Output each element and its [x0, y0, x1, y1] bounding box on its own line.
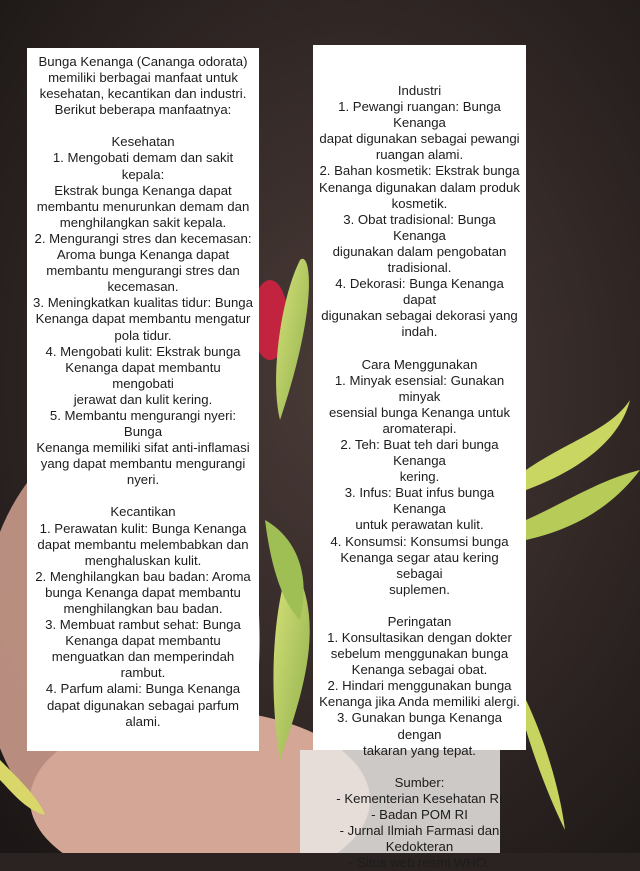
cara-menggunakan-list [319, 373, 520, 598]
list-item: 1. Perawatan kulit: Bunga Kenanga dapat membantu melembabkan dan menghaluskan kulit. [37, 520, 249, 568]
list-item: 3. Gunakan bunga Kenanga dengan takaran yang tepat. [337, 710, 502, 758]
list-item: 2. Menghilangkan bau badan: Aroma bunga Kenanga dapat membantu menghilangkan bau badan. [35, 568, 251, 616]
list-item: 1. Mengobati demam dan sakit kepala: Ekstrak bunga Kenanga dapat membantu menurunkan demam dan menghilangkan sakit kepala. [36, 150, 250, 230]
section-title-industri: Industri [397, 83, 442, 98]
section-title-kecantikan: Kecantikan [110, 504, 176, 520]
list-item: 4. Konsumsi: Konsumsi bunga Kenanga segar atau kering sebagai suplemen. [330, 533, 509, 597]
source-item: - Badan POM RI [371, 806, 468, 822]
kecantikan-list [33, 521, 253, 730]
list-item: 1. Pewangi ruangan: Bunga Kenanga dapat digunakan sebagai pewangi ruangan alami. [319, 99, 520, 163]
list-item: 3. Membuat rambut sehat: Bunga Kenanga dapat membantu menguatkan dan memperindah rambut. [45, 617, 241, 681]
list-item: 2. Hindari menggunakan bunga Kenanga jika Anda memiliki alergi. [319, 678, 520, 710]
list-item: 2. Teh: Buat teh dari bunga Kenanga kering. [340, 436, 499, 485]
list-item: 1. Minyak esensial: Gunakan minyak esensial bunga Kenanga untuk aromaterapi. [328, 372, 511, 436]
info-card-left [27, 48, 259, 751]
section-title-cara-menggunakan: Cara Menggunakan [361, 356, 478, 372]
list-item: 3. Obat tradisional: Bunga Kenanga digunakan dalam pengobatan tradisional. [332, 211, 507, 276]
list-item: 2. Bahan kosmetik: Ekstrak bunga Kenanga digunakan dalam produk kosmetik. [319, 163, 520, 211]
list-item: 3. Infus: Buat infus bunga Kenanga untuk perawatan kulit. [344, 485, 495, 533]
industri-list [319, 99, 520, 340]
list-item: 5. Membantu mengurangi nyeri: Bunga Kenanga memiliki sifat anti-inflamasi yang dapat membantu mengurangi nyeri. [36, 407, 250, 488]
kesehatan-list [33, 150, 253, 488]
source-item: - Jurnal Ilmiah Farmasi dan Kedokteran [339, 823, 500, 855]
list-item: 4. Mengobati kulit: Ekstrak bunga Kenanga dapat membantu mengobati jerawat dan kulit kering. [45, 343, 241, 407]
source-item: - Kementerian Kesehatan RI [336, 790, 503, 806]
list-item: 1. Konsultasikan dengan dokter sebelum menggunakan bunga Kenanga sebagai obat. [327, 630, 512, 678]
sources-title: Sumber: [394, 774, 445, 790]
source-item: - Situs web resmi WHO. [349, 855, 490, 871]
info-card-right [313, 45, 526, 871]
list-item: 4. Dekorasi: Bunga Kenanga dapat digunakan sebagai dekorasi yang indah. [321, 276, 518, 340]
section-title-kesehatan: Kesehatan [111, 134, 175, 150]
intro-text: Bunga Kenanga (Cananga odorata) memiliki berbagai manfaat untuk kesehatan, kecantikan dan industri. Berikut beberapa manfaatnya: [38, 54, 248, 118]
list-item: 4. Parfum alami: Bunga Kenanga dapat digunakan sebagai parfum alami. [45, 681, 241, 729]
sources-list [319, 791, 520, 871]
section-title-peringatan: Peringatan [387, 613, 452, 629]
list-item: 2. Mengurangi stres dan kecemasan: Aroma bunga Kenanga dapat membantu mengurangi stres dan kecemasan. [34, 230, 252, 295]
peringatan-list [319, 630, 520, 759]
list-item: 3. Meningkatkan kualitas tidur: Bunga Kenanga dapat membantu mengatur pola tidur. [33, 295, 253, 343]
